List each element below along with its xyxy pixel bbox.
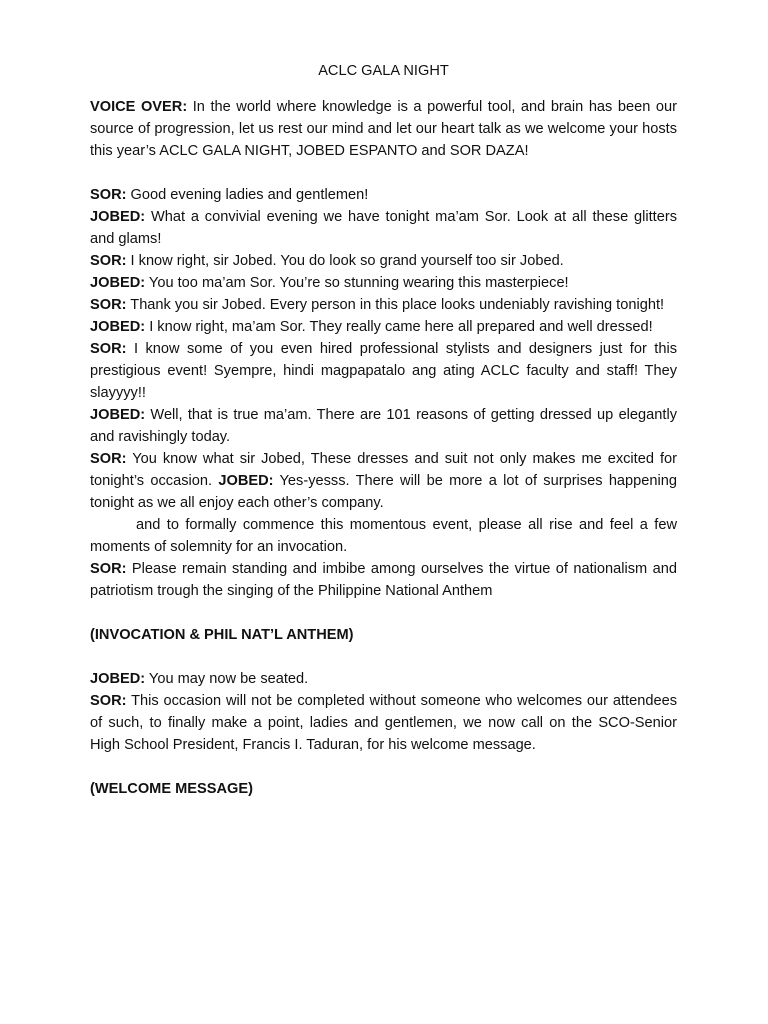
dialogue-line bbox=[90, 668, 677, 690]
indented-line: and to formally commence this momentous event, please all rise and feel a few moments of solemnity for an invocation. bbox=[90, 517, 677, 555]
dialogue-text: You may now be seated. bbox=[145, 671, 309, 687]
speaker-label: JOBED: bbox=[90, 209, 146, 225]
speaker-label: JOBED: bbox=[90, 407, 146, 423]
stage-direction: (WELCOME MESSAGE) bbox=[90, 781, 253, 797]
spacer bbox=[90, 646, 677, 668]
dialogue-text: I know right, ma’am Sor. They really came here all prepared and well dressed! bbox=[145, 319, 653, 335]
dialogue-text: Yes-yesss. There will be more a lot of surprises happening tonight as we all enjoy each other’s company. bbox=[90, 473, 677, 511]
speaker-label: SOR: bbox=[90, 341, 127, 357]
dialogue-line bbox=[90, 272, 677, 294]
stage-direction: (INVOCATION & PHIL NAT’L ANTHEM) bbox=[90, 627, 354, 643]
document-title: ACLC GALA NIGHT bbox=[318, 63, 449, 79]
spacer bbox=[90, 162, 677, 184]
spacer bbox=[90, 756, 677, 778]
dialogue-line bbox=[90, 316, 677, 338]
dialogue-line bbox=[90, 690, 677, 756]
dialogue-line bbox=[90, 448, 677, 514]
speaker-label: SOR: bbox=[90, 253, 127, 269]
speaker-label: VOICE OVER: bbox=[90, 99, 188, 115]
speaker-label: JOBED: bbox=[218, 473, 274, 489]
voice-over-paragraph bbox=[90, 96, 677, 162]
dialogue-text: You too ma’am Sor. You’re so stunning wearing this masterpiece! bbox=[145, 275, 569, 291]
dialogue-line bbox=[90, 404, 677, 448]
speaker-label: SOR: bbox=[90, 561, 127, 577]
speaker-label: SOR: bbox=[90, 693, 127, 709]
dialogue-line bbox=[90, 338, 677, 404]
speaker-label: SOR: bbox=[90, 297, 127, 313]
dialogue-text: You know what sir Jobed, These dresses and suit not only makes me excited for tonight’s occasion. bbox=[90, 451, 677, 489]
dialogue-text: Well, that is true ma’am. There are 101 reasons of getting dressed up elegantly and ravishingly today. bbox=[90, 407, 677, 445]
dialogue-text: I know right, sir Jobed. You do look so grand yourself too sir Jobed. bbox=[126, 253, 564, 269]
dialogue-text: Thank you sir Jobed. Every person in this place looks undeniably ravishing tonight! bbox=[126, 297, 665, 313]
speaker-label: SOR: bbox=[90, 187, 127, 203]
spacer bbox=[90, 602, 677, 624]
dialogue-text: This occasion will not be completed without someone who welcomes our attendees of such, to finally make a point, ladies and gentlemen, we now call on the SCO-Senior High School President, Francis I. Taduran, for his welcome message. bbox=[90, 693, 677, 753]
dialogue-text: In the world where knowledge is a powerful tool, and brain has been our source of progression, let us rest our mind and let our heart talk as we welcome your hosts this year’s ACLC GALA NIGHT, JOBED ESPANTO and SOR DAZA! bbox=[90, 99, 677, 159]
dialogue-line bbox=[90, 294, 677, 316]
dialogue-line bbox=[90, 250, 677, 272]
dialogue-text: I know some of you even hired professional stylists and designers just for this prestigious event! Syempre, hindi magpapatalo ang ating ACLC faculty and staff! They slayyyy!! bbox=[90, 341, 677, 401]
dialogue-text: Please remain standing and imbibe among ourselves the virtue of nationalism and patriotism trough the singing of the Philippine National Anthem bbox=[90, 561, 677, 599]
dialogue-line bbox=[90, 184, 677, 206]
dialogue-text: What a convivial evening we have tonight ma’am Sor. Look at all these glitters and glams! bbox=[90, 209, 677, 247]
dialogue-line bbox=[90, 206, 677, 250]
script-document bbox=[90, 60, 677, 800]
speaker-label: SOR: bbox=[90, 451, 127, 467]
dialogue-text: Good evening ladies and gentlemen! bbox=[126, 187, 369, 203]
dialogue-line bbox=[90, 558, 677, 602]
speaker-label: JOBED: bbox=[90, 275, 146, 291]
speaker-label: JOBED: bbox=[90, 671, 146, 687]
speaker-label: JOBED: bbox=[90, 319, 146, 335]
